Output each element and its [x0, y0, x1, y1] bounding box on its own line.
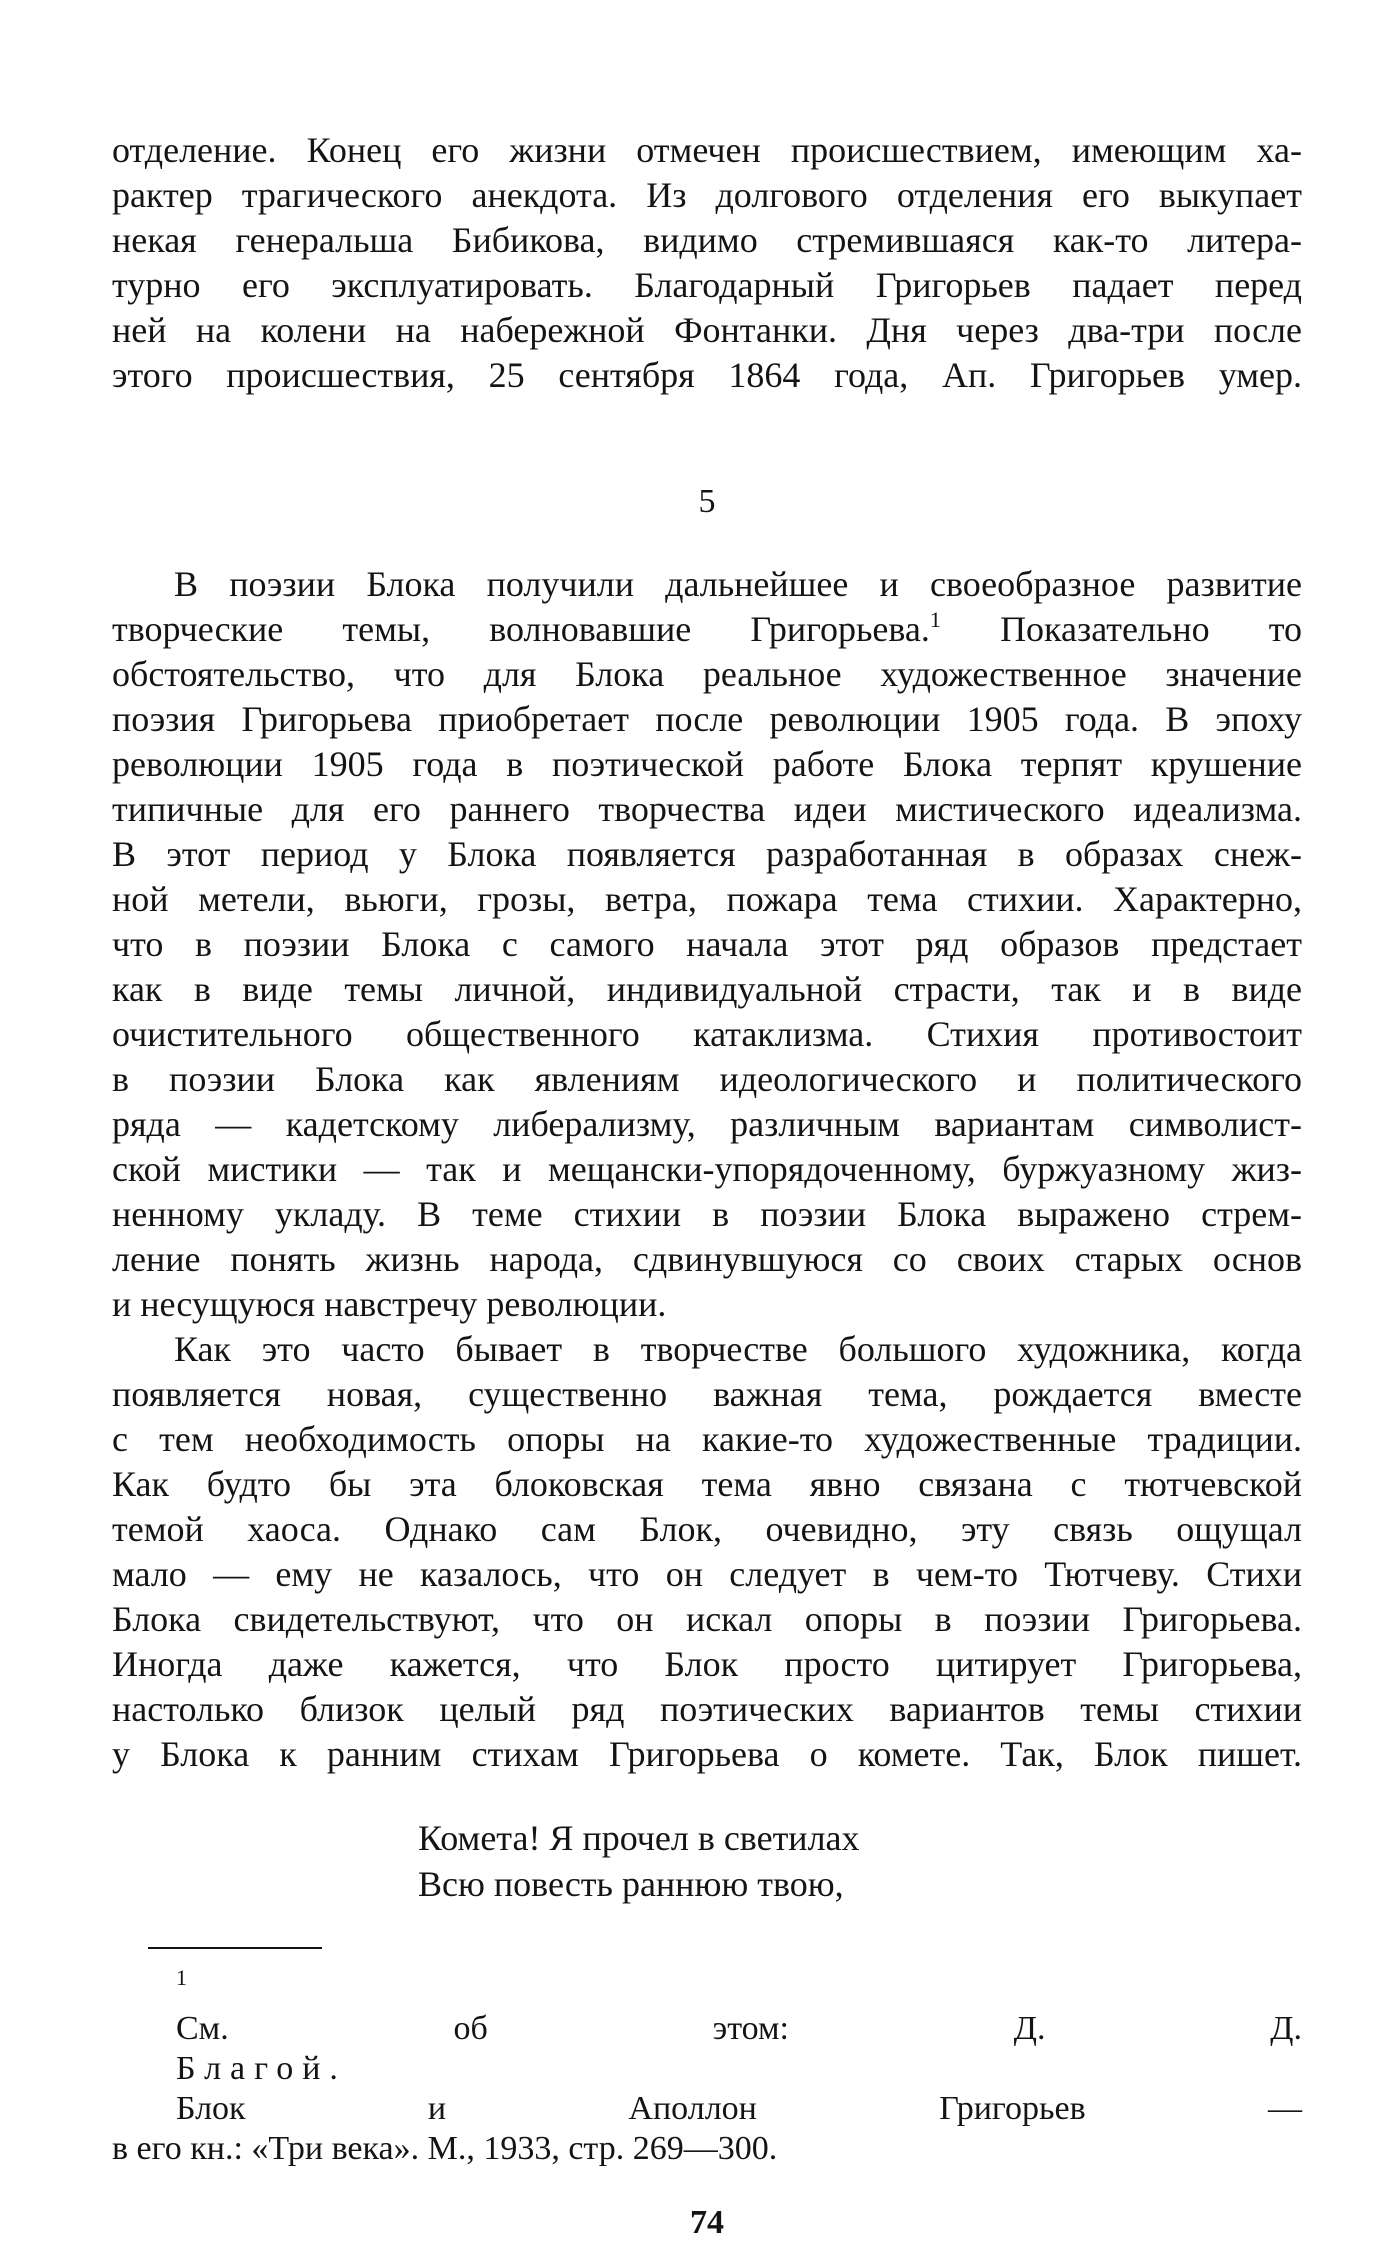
text-line: ление понять жизнь народа, сдвинувшуюся со своих старых основ: [112, 1239, 1302, 1279]
verse-line: Комета! Я прочел в светилах: [418, 1818, 860, 1858]
text-line: Как это часто бывает в творчестве большого художника, когда: [174, 1329, 1302, 1369]
book-page: [112, 128, 1302, 2243]
text-line: с тем необходимость опоры на какие-то художественные традиции.: [112, 1419, 1302, 1459]
text-line: обстоятельство, что для Блока реальное художественное значение: [112, 654, 1302, 694]
top-paragraph: [112, 128, 1302, 398]
text-line: в поэзии Блока как явлениям идеологического и политического: [112, 1059, 1302, 1099]
text-line: ной метели, вьюги, грозы, ветра, пожара тема стихии. Характерно,: [112, 879, 1302, 919]
verse-line: Всю повесть раннюю твою,: [418, 1864, 844, 1904]
text-line: мало — ему не казалось, что он следует в чем-то Тютчеву. Стихи: [112, 1554, 1302, 1594]
text-line: поэзия Григорьева приобретает после революции 1905 года. В эпоху: [112, 699, 1302, 739]
text-line: темой хаоса. Однако сам Блок, очевидно, эту связь ощущал: [112, 1509, 1302, 1549]
text-line: ней на колени на набережной Фонтанки. Дня через два-три после: [112, 310, 1302, 350]
text-line: очистительного общественного катаклизма. Стихия противостоит: [112, 1014, 1302, 1054]
section-number: 5: [698, 483, 716, 520]
footnote-line: в его кн.: «Три века». М., 1933, стр. 269—300.: [112, 2130, 778, 2167]
text-line: типичные для его раннего творчества идеи мистического идеализма.: [112, 789, 1302, 829]
footnote-marker: 1: [929, 607, 941, 632]
text-line: Блока свидетельствуют, что он искал опоры в поэзии Григорьева.: [112, 1599, 1302, 1639]
text-line: как в виде темы личной, индивидуальной страсти, так и в виде: [112, 969, 1302, 1009]
text-line: что в поэзии Блока с самого начала этот ряд образов предстает: [112, 924, 1302, 964]
text-fragment: творческие темы, волновавшие Григорьева.: [112, 609, 930, 649]
text-line: настолько близок целый ряд поэтических вариантов темы стихии: [112, 1689, 1302, 1729]
footnote-rest: Блок и Аполлон Григорьев —: [176, 2090, 1302, 2127]
text-line: турно его эксплуатировать. Благодарный Григорьев падает перед: [112, 265, 1302, 305]
text-line: ской мистики — так и мещански-упорядоченному, буржуазному жиз-: [112, 1149, 1302, 1189]
text-line: ряда — кадетскому либерализму, различным вариантам символист-: [112, 1104, 1302, 1144]
text-line: Как будто бы эта блоковская тема явно связана с тютчевской: [112, 1464, 1302, 1504]
page-number: 74: [690, 2204, 724, 2241]
text-line: у Блока к ранним стихам Григорьева о комете. Так, Блок пишет.: [112, 1734, 1302, 1774]
text-line: появляется новая, существенно важная тема, рождается вместе: [112, 1374, 1302, 1414]
footnote-divider: [148, 1947, 322, 1949]
text-line: отделение. Конец его жизни отмечен происшествием, имеющим ха-: [112, 130, 1302, 170]
text-line: и несущуюся навстречу революции.: [112, 1284, 667, 1324]
text-line: революции 1905 года в поэтической работе Блока терпят крушение: [112, 744, 1302, 784]
text-line: некая генеральша Бибикова, видимо стремившаяся как-то литера-: [112, 220, 1302, 260]
footnote-author: Благой.: [176, 2050, 347, 2087]
text-fragment: Показательно то: [1000, 609, 1303, 649]
footnote-prefix: См. об этом: Д. Д.: [176, 2010, 1302, 2047]
footnote-marker: 1: [176, 1965, 187, 1990]
paragraph-3: [112, 1327, 1302, 1777]
verse-quote: [418, 1815, 1302, 1907]
text-line: В этот период у Блока появляется разработанная в образах снеж-: [112, 834, 1302, 874]
text-line: этого происшествия, 25 сентября 1864 года, Ап. Григорьев умер.: [112, 355, 1302, 395]
text-line: ненному укладу. В теме стихии в поэзии Блока выражено стрем-: [112, 1194, 1302, 1234]
text-line: В поэзии Блока получили дальнейшее и своеобразное развитие: [174, 564, 1302, 604]
footnote: [112, 1965, 1302, 2169]
paragraph-2: [112, 562, 1302, 1327]
text-line: Иногда даже кажется, что Блок просто цитирует Григорьева,: [112, 1644, 1302, 1684]
footnote-line: [112, 1965, 1302, 2129]
text-line-with-footnote: [112, 607, 1302, 652]
text-line: рактер трагического анекдота. Из долгового отделения его выкупает: [112, 175, 1302, 215]
